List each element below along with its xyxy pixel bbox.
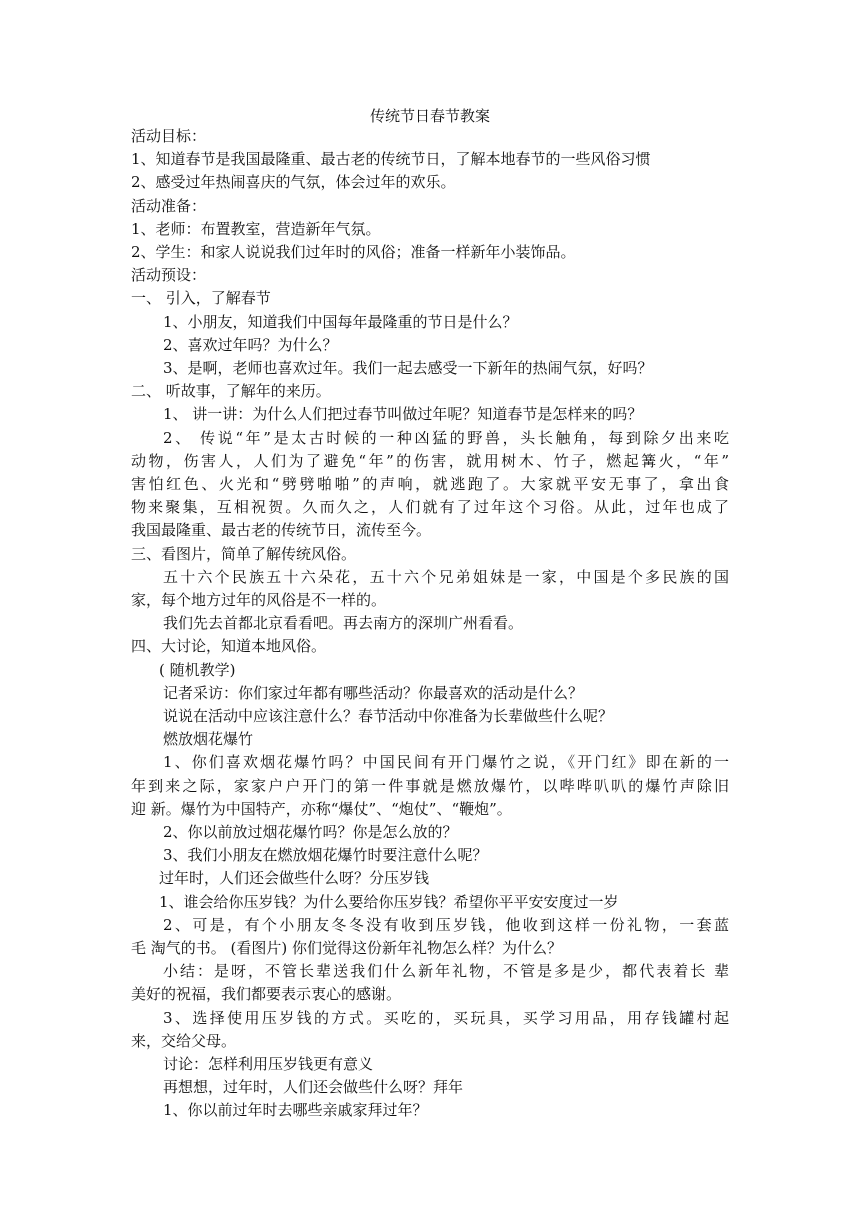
text-line: 我国最隆重、最古老的传统节日，流传至今。: [131, 521, 432, 540]
text-line: 毛 淘气的书。 (看图片) 你们觉得这份新年礼物怎么样？为什么？: [131, 939, 563, 957]
text-line: 美好的祝福，我们都要表示衷心的感谢。: [131, 985, 402, 1004]
text-line: 2、 传说“年”是太古时候的一种凶猛的野兽，头长触角，每到除夕出来吃: [163, 428, 729, 447]
text-line: 说说在活动中应该注意什么？春节活动中你准备为长辈做些什么呢？: [163, 707, 614, 725]
text-line: 记者采访：你们家过年都有哪些活动？你最喜欢的活动是什么？: [163, 683, 584, 702]
text-line: 2、感受过年热闹喜庆的气氛，体会过年的欢乐。: [131, 173, 456, 192]
text-line: 1、知道春节是我国最隆重、最古老的传统节日，了解本地春节的一些风俗习惯: [131, 150, 651, 169]
text-line: 家，每个地方过年的风俗是不一样的。: [131, 591, 387, 609]
text-line: 一、 引入，了解春节: [131, 289, 271, 308]
text-line: 2、喜欢过年吗？为什么？: [163, 335, 338, 354]
text-line: 三、看图片，简单了解传统风俗。: [131, 544, 357, 563]
text-line: 2、学生：和家人说说我们过年时的风俗；准备一样新年小装饰品。: [131, 243, 576, 261]
text-line: 1、你们喜欢烟花爆竹吗？中国民间有开门爆竹之说，《开门红》即在新的一: [163, 753, 729, 772]
text-line: 物来聚集，互相祝贺。久而久之，人们就有了过年这个习俗。从此，过年也成了: [131, 498, 729, 517]
text-line: 3、我们小朋友在燃放烟花爆竹时要注意什么呢？: [163, 846, 488, 865]
text-line: 害怕红色、火光和“劈劈啪啪”的声响，就逃跑了。大家就平安无事了，拿出食: [131, 475, 729, 493]
text-line: 3、是啊，老师也喜欢过年。我们一起去感受一下新年的热闹气氛，好吗？: [163, 359, 653, 377]
text-line: 活动准备：: [131, 196, 207, 215]
text-line: 四、大讨论，知道本地风俗。: [131, 637, 327, 656]
text-line: 1、 讲一讲：为什么人们把过春节叫做过年呢？知道春节是怎样来的吗？: [163, 405, 643, 424]
text-line: ( 随机教学): [159, 660, 236, 679]
text-line: 迎 新。爆竹为中国特产，亦称“爆仗”、“炮仗”、“鞭炮”。: [131, 799, 512, 818]
text-line: 过年时，人们还会做些什么呀？分压岁钱: [159, 869, 430, 888]
text-line: 2、你以前放过烟花爆竹吗？你是怎么放的？: [163, 823, 458, 841]
text-line: 动物，伤害人，人们为了避免“年”的伤害，就用树木、竹子，燃起篝火，“年”: [131, 451, 729, 470]
text-line: 再想想，过年时，人们还会做些什么呀？拜年: [163, 1078, 464, 1097]
text-line: 活动预设：: [131, 266, 207, 285]
text-line: 1、老师：布置教室，营造新年气氛。: [131, 219, 381, 238]
text-line: 年到来之际，家家户户开门的第一件事就是燃放爆竹，以哔哔叭叭的爆竹声除旧: [131, 776, 729, 795]
text-line: 1、谁会给你压岁钱？为什么要给你压岁钱？希望你平平安安度过一岁: [159, 892, 619, 911]
text-line: 1、你以前过年时去哪些亲戚家拜过年？: [163, 1101, 428, 1120]
text-line: 2、可是，有个小朋友冬冬没有收到压岁钱，他收到这样一份礼物，一套蓝: [163, 915, 729, 934]
text-line: 燃放烟花爆竹: [163, 730, 254, 749]
document-title: 传统节日春节教案: [369, 107, 490, 125]
text-line: 讨论：怎样利用压岁钱更有意义: [163, 1055, 374, 1073]
text-line: 五十六个民族五十六朵花，五十六个兄弟姐妹是一家，中国是个多民族的国: [163, 567, 729, 586]
text-line: 二、 听故事，了解年的来历。: [131, 382, 331, 401]
text-line: 活动目标：: [131, 127, 207, 145]
text-line: 小结：是呀，不管长辈送我们什么新年礼物，不管是多是少，都代表着长 辈: [163, 962, 729, 981]
text-line: 来，交给父母。: [131, 1031, 237, 1050]
text-line: 3、选择使用压岁钱的方式。买吃的，买玩具，买学习用品，用存钱罐村起: [163, 1008, 729, 1027]
text-line: 我们先去首都北京看看吧。再去南方的深圳广州看看。: [163, 614, 524, 633]
text-line: 1、小朋友，知道我们中国每年最隆重的节日是什么？: [163, 312, 518, 331]
